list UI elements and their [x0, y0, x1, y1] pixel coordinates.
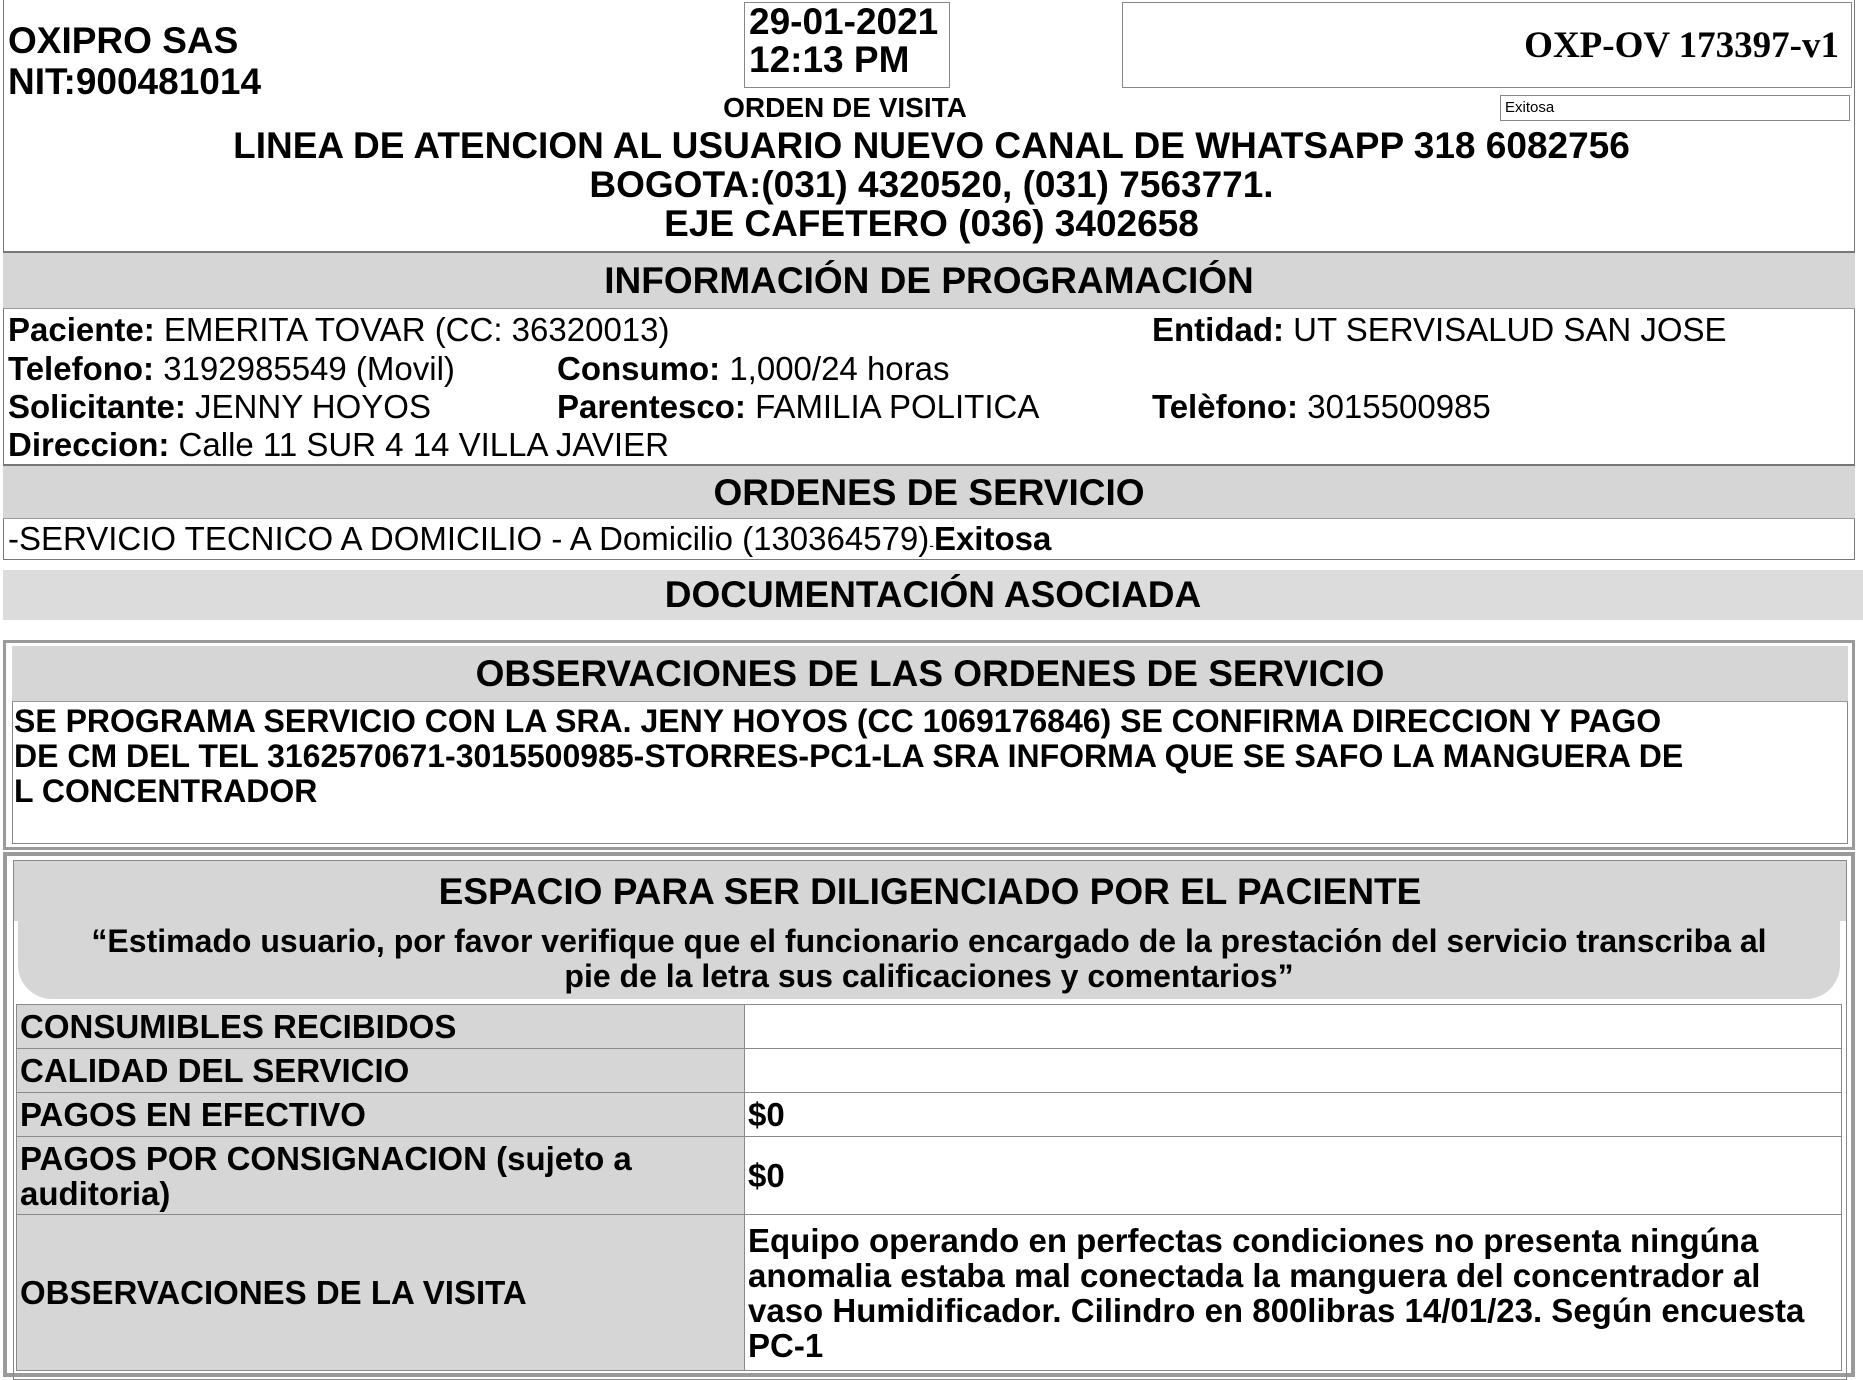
direccion-label: Direccion: — [8, 426, 170, 463]
entidad-field — [1152, 310, 1727, 349]
ordenes-body — [3, 519, 1855, 560]
programacion-body — [3, 309, 1855, 465]
status-field: Exitosa — [1500, 95, 1850, 121]
paciente-form-table — [16, 1004, 1842, 1371]
table-row — [17, 1005, 1842, 1049]
ordenes-header: ORDENES DE SERVICIO — [3, 464, 1855, 519]
telefono2-label: Telèfono: — [1152, 388, 1299, 425]
paciente-field — [8, 310, 670, 349]
hotline-line: BOGOTA:(031) 4320520, (031) 7563771. — [589, 164, 1274, 205]
parentesco-value: FAMILIA POLITICA — [755, 388, 1040, 425]
orden-item-status: Exitosa — [933, 520, 1052, 557]
paciente-form-quote — [18, 921, 1840, 999]
hotline-line: LINEA DE ATENCION AL USUARIO NUEVO CANAL DE WHATSAPP 318 6082756 — [233, 125, 1630, 166]
company-block — [8, 20, 261, 102]
paciente-value: EMERITA TOVAR (CC: 36320013) — [163, 311, 670, 348]
table-row — [17, 1215, 1842, 1371]
orden-item-text: -SERVICIO TECNICO A DOMICILIO - A Domicilio (130364579) — [8, 520, 930, 557]
telefono-label: Telefono: — [8, 350, 155, 387]
entidad-label: Entidad: — [1152, 311, 1284, 348]
telefono2-value: 3015500985 — [1307, 388, 1491, 425]
programacion-header: INFORMACIÓN DE PROGRAMACIÓN — [3, 251, 1855, 309]
paciente-label: Paciente: — [8, 311, 155, 348]
quote-line: “Estimado usuario, por favor verifique que el funcionario encargado de la prestación del servicio transcriba al — [91, 923, 1767, 959]
order-date: 29-01-2021 — [749, 1, 939, 42]
solicitante-label: Solicitante: — [8, 388, 186, 425]
table-row — [17, 1093, 1842, 1137]
order-time: 12:13 PM — [749, 39, 910, 80]
hotline-line: EJE CAFETERO (036) 3402658 — [664, 203, 1199, 244]
observaciones-line: L CONCENTRADOR — [14, 773, 318, 809]
consumo-label: Consumo: — [557, 350, 721, 387]
hotline-block — [0, 126, 1863, 243]
row-label: CALIDAD DEL SERVICIO — [17, 1049, 745, 1093]
document-title: ORDEN DE VISITA — [723, 92, 967, 123]
parentesco-label: Parentesco: — [557, 388, 746, 425]
observaciones-visita-value: Equipo operando en perfectas condiciones no presenta ningúna anomalia estaba mal conectada la manguera del concentrador al vaso Humidificador. Cilindro en 800libras 14/01/23. Según encuesta PC-1 — [745, 1215, 1842, 1371]
paciente-form-title: ESPACIO PARA SER DILIGENCIADO POR EL PACIENTE — [14, 861, 1846, 921]
direccion-field — [8, 425, 669, 464]
row-label: CONSUMIBLES RECIBIDOS — [17, 1005, 745, 1049]
company-nit: NIT:900481014 — [8, 61, 262, 102]
observaciones-title: OBSERVACIONES DE LAS ORDENES DE SERVICIO — [12, 646, 1848, 702]
telefono-field — [8, 349, 455, 388]
orden-item-separator: - — [929, 537, 934, 553]
row-label: OBSERVACIONES DE LA VISITA — [17, 1215, 745, 1371]
calidad-value-field[interactable] — [745, 1049, 1842, 1093]
consumibles-value-field[interactable] — [745, 1005, 1842, 1049]
date-time-box — [744, 2, 950, 88]
solicitante-value: JENNY HOYOS — [195, 388, 431, 425]
table-row — [17, 1049, 1842, 1093]
row-label: PAGOS POR CONSIGNACION (sujeto a auditoria) — [17, 1137, 745, 1215]
entidad-value: UT SERVISALUD SAN JOSE — [1293, 311, 1727, 348]
pagos-consignacion-value: $0 — [745, 1137, 1842, 1215]
pagos-efectivo-value: $0 — [745, 1093, 1842, 1137]
telefono2-field — [1152, 387, 1491, 426]
solicitante-field — [8, 387, 431, 426]
consumo-value: 1,000/24 horas — [729, 350, 950, 387]
documentacion-header: DOCUMENTACIÓN ASOCIADA — [3, 570, 1863, 620]
row-label: PAGOS EN EFECTIVO — [17, 1093, 745, 1137]
document-code: OXP-OV 173397-v1 — [1122, 2, 1852, 88]
company-name: OXIPRO SAS — [8, 20, 239, 61]
observaciones-line: SE PROGRAMA SERVICIO CON LA SRA. JENY HOYOS (CC 1069176846) SE CONFIRMA DIRECCION Y PAGO — [14, 703, 1662, 739]
telefono-value: 3192985549 (Movil) — [163, 350, 455, 387]
table-row — [17, 1137, 1842, 1215]
quote-line: pie de la letra sus calificaciones y comentarios” — [564, 958, 1294, 994]
consumo-field — [557, 349, 950, 388]
observaciones-text — [14, 704, 1844, 809]
direccion-value: Calle 11 SUR 4 14 VILLA JAVIER — [178, 426, 669, 463]
observaciones-line: DE CM DEL TEL 3162570671-3015500985-STORRES-PC1-LA SRA INFORMA QUE SE SAFO LA MANGUERA DE — [14, 738, 1684, 774]
parentesco-field — [557, 387, 1039, 426]
